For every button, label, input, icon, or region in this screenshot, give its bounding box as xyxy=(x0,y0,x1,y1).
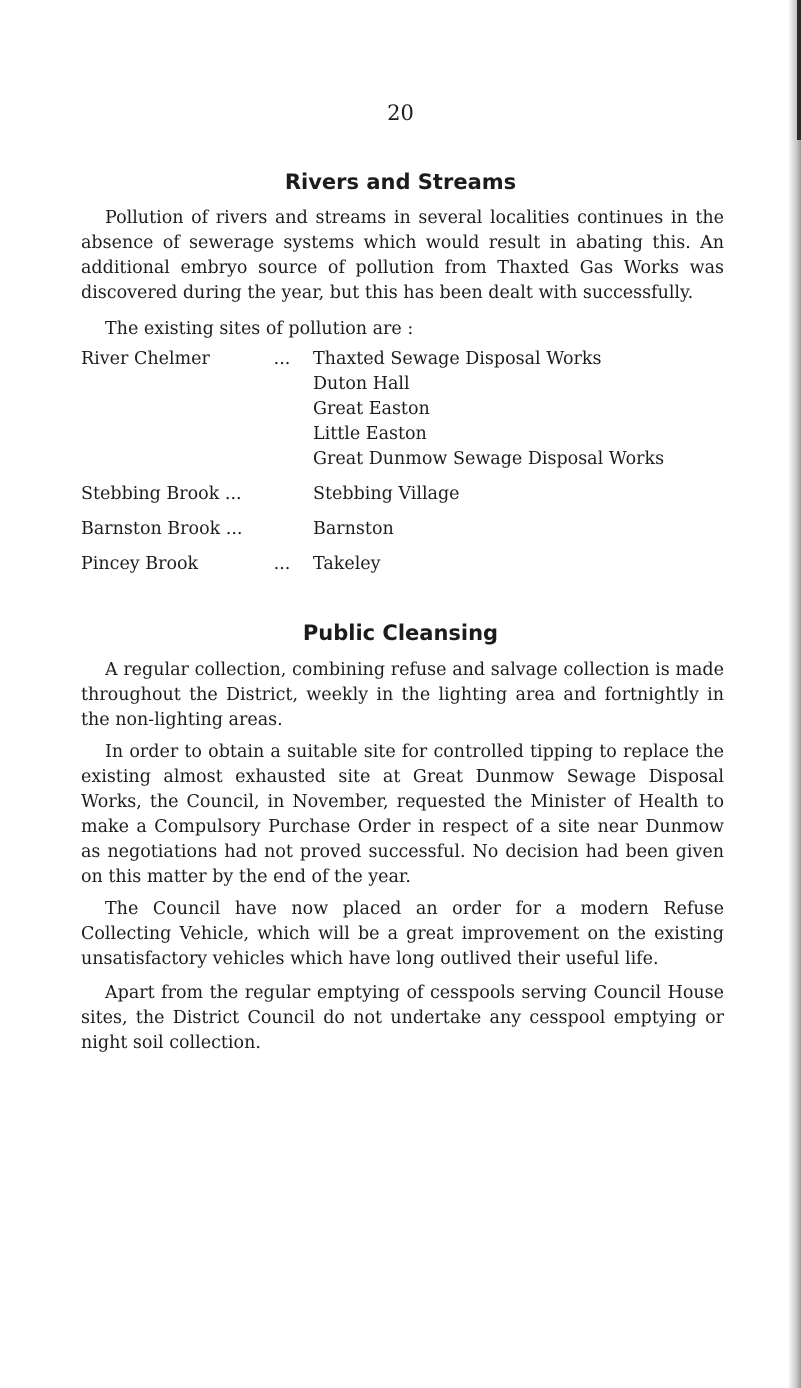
table-row xyxy=(81,482,761,507)
pollution-site: Great Dunmow Sewage Disposal Works xyxy=(313,449,665,469)
page-edge-shadow xyxy=(789,0,801,1388)
river-name: Pincey Brook xyxy=(81,554,199,574)
pollution-sites-table xyxy=(81,347,761,587)
river-name: Stebbing Brook ... xyxy=(81,484,242,504)
paragraph: Apart from the regular emptying of cesspools serving Council House sites, the District Council do not undertake any cesspool emptying or night soil collection. xyxy=(81,983,724,1053)
leader-dots: ... xyxy=(273,554,291,574)
pollution-site: Little Easton xyxy=(313,424,427,444)
paragraph: A regular collection, combining refuse and salvage collection is made throughout the District, weekly in the lighting area and fortnightly in the non-lighting areas. xyxy=(81,660,724,730)
table-row xyxy=(81,517,761,542)
pollution-site: Thaxted Sewage Disposal Works xyxy=(313,349,602,369)
pollution-site: Takeley xyxy=(313,554,381,574)
section-title-public-cleansing: Public Cleansing xyxy=(302,621,499,645)
table-row xyxy=(81,347,761,472)
pollution-site: Great Easton xyxy=(313,399,430,419)
table-row xyxy=(81,552,761,577)
paragraph: The Council have now placed an order for a modern Refuse Collecting Vehicle, which will be a great improvement on the existing unsatisfactory vehicles which have long outlived their useful life. xyxy=(81,899,724,969)
pollution-site: Stebbing Village xyxy=(313,484,460,504)
paragraph: In order to obtain a suitable site for controlled tipping to replace the existing almost exhausted site at Great Dunmow Sewage Disposal Works, the Council, in November, requested the Minister of Health to make a Compulsory Purchase Order in respect of a site near Dunmow as negotiations had not proved successful. No decision had been given on this matter by the end of the year. xyxy=(81,742,724,887)
paragraph: The existing sites of pollution are : xyxy=(105,319,414,339)
paragraph: Pollution of rivers and streams in several localities continues in the absence of sewerage systems which would result in abating this. An additional embryo source of pollution from Thaxted Gas Works was discovered during the year, but this has been dealt with successfully. xyxy=(81,208,724,303)
leader-dots: ... xyxy=(273,349,291,369)
page-number: 20 xyxy=(387,101,414,125)
river-name: Barnston Brook ... xyxy=(81,519,243,539)
pollution-site: Duton Hall xyxy=(313,374,410,394)
section-title-rivers: Rivers and Streams xyxy=(284,170,517,194)
river-name: River Chelmer xyxy=(81,349,210,369)
pollution-site: Barnston xyxy=(313,519,394,539)
